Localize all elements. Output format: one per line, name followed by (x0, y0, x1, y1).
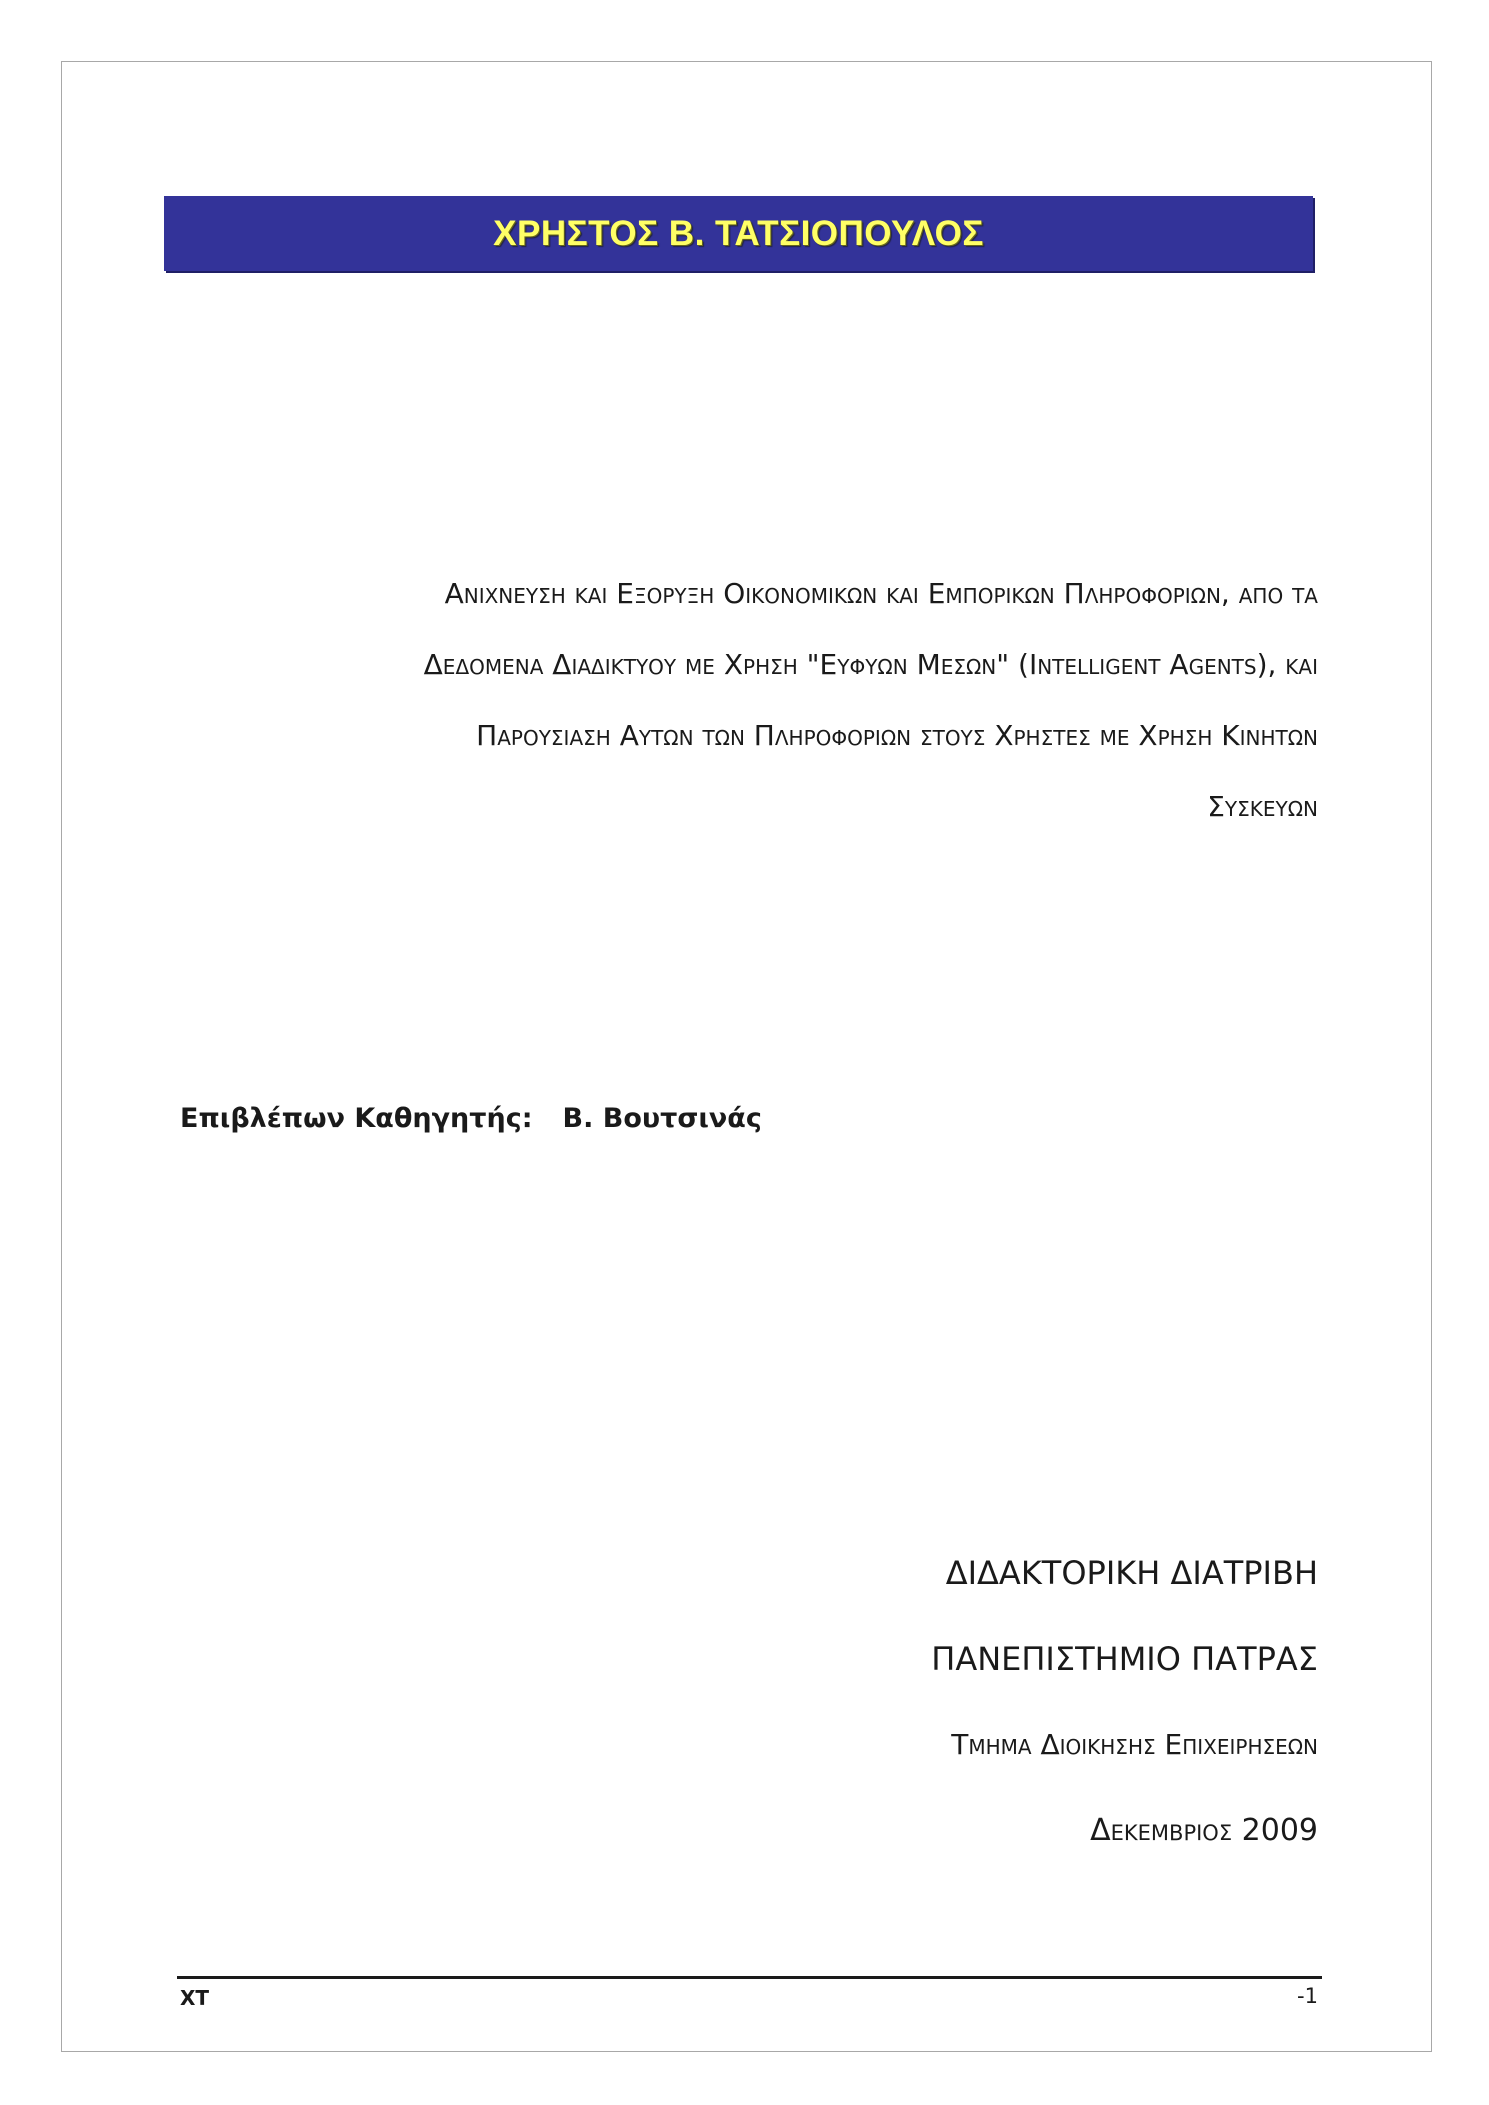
university-name: ΠΑΝΕΠΙΣΤΗΜΙΟ ΠΑΤΡΑΣ (931, 1640, 1318, 1678)
thesis-title-line: Ανιχνευση και Εξορυξη Οικονομικων και Εμπορικων Πληροφοριων, απο τα (444, 577, 1318, 610)
thesis-title-line: Δεδομενα Διαδικτυου με Χρηση "Ευφυων Μεσων" (Intelligent Agents), και (423, 648, 1318, 681)
department-name: Τμημα Διοικησης Επιχειρησεων (951, 1728, 1318, 1761)
thesis-title (180, 558, 1318, 842)
footer-initials: ΧΤ (180, 1986, 210, 2010)
submission-date: Δεκεμβριος 2009 (1090, 1813, 1318, 1848)
thesis-title-line: Συσκευων (1207, 790, 1318, 823)
author-banner (164, 196, 1313, 271)
author-name: ΧΡΗΣΤΟΣ Β. ΤΑΤΣΙΟΠΟΥΛΟΣ (493, 213, 984, 253)
page-number: -1 (1297, 1984, 1318, 2008)
supervisor-label: Επιβλέπων Καθηγητής: (180, 1103, 533, 1134)
supervisor-line (180, 1103, 762, 1134)
thesis-title-line: Παρουσιαση Αυτων των Πληροφοριων στους Χρηστες με Χρηση Κινητων (476, 719, 1318, 752)
supervisor-name: Β. Βουτσινάς (562, 1103, 762, 1134)
degree-type: ΔΙΔΑΚΤΟΡΙΚΗ ΔΙΑΤΡΙΒΗ (945, 1554, 1318, 1592)
thesis-info-block (931, 1545, 1318, 1859)
footer-divider (177, 1976, 1322, 1979)
